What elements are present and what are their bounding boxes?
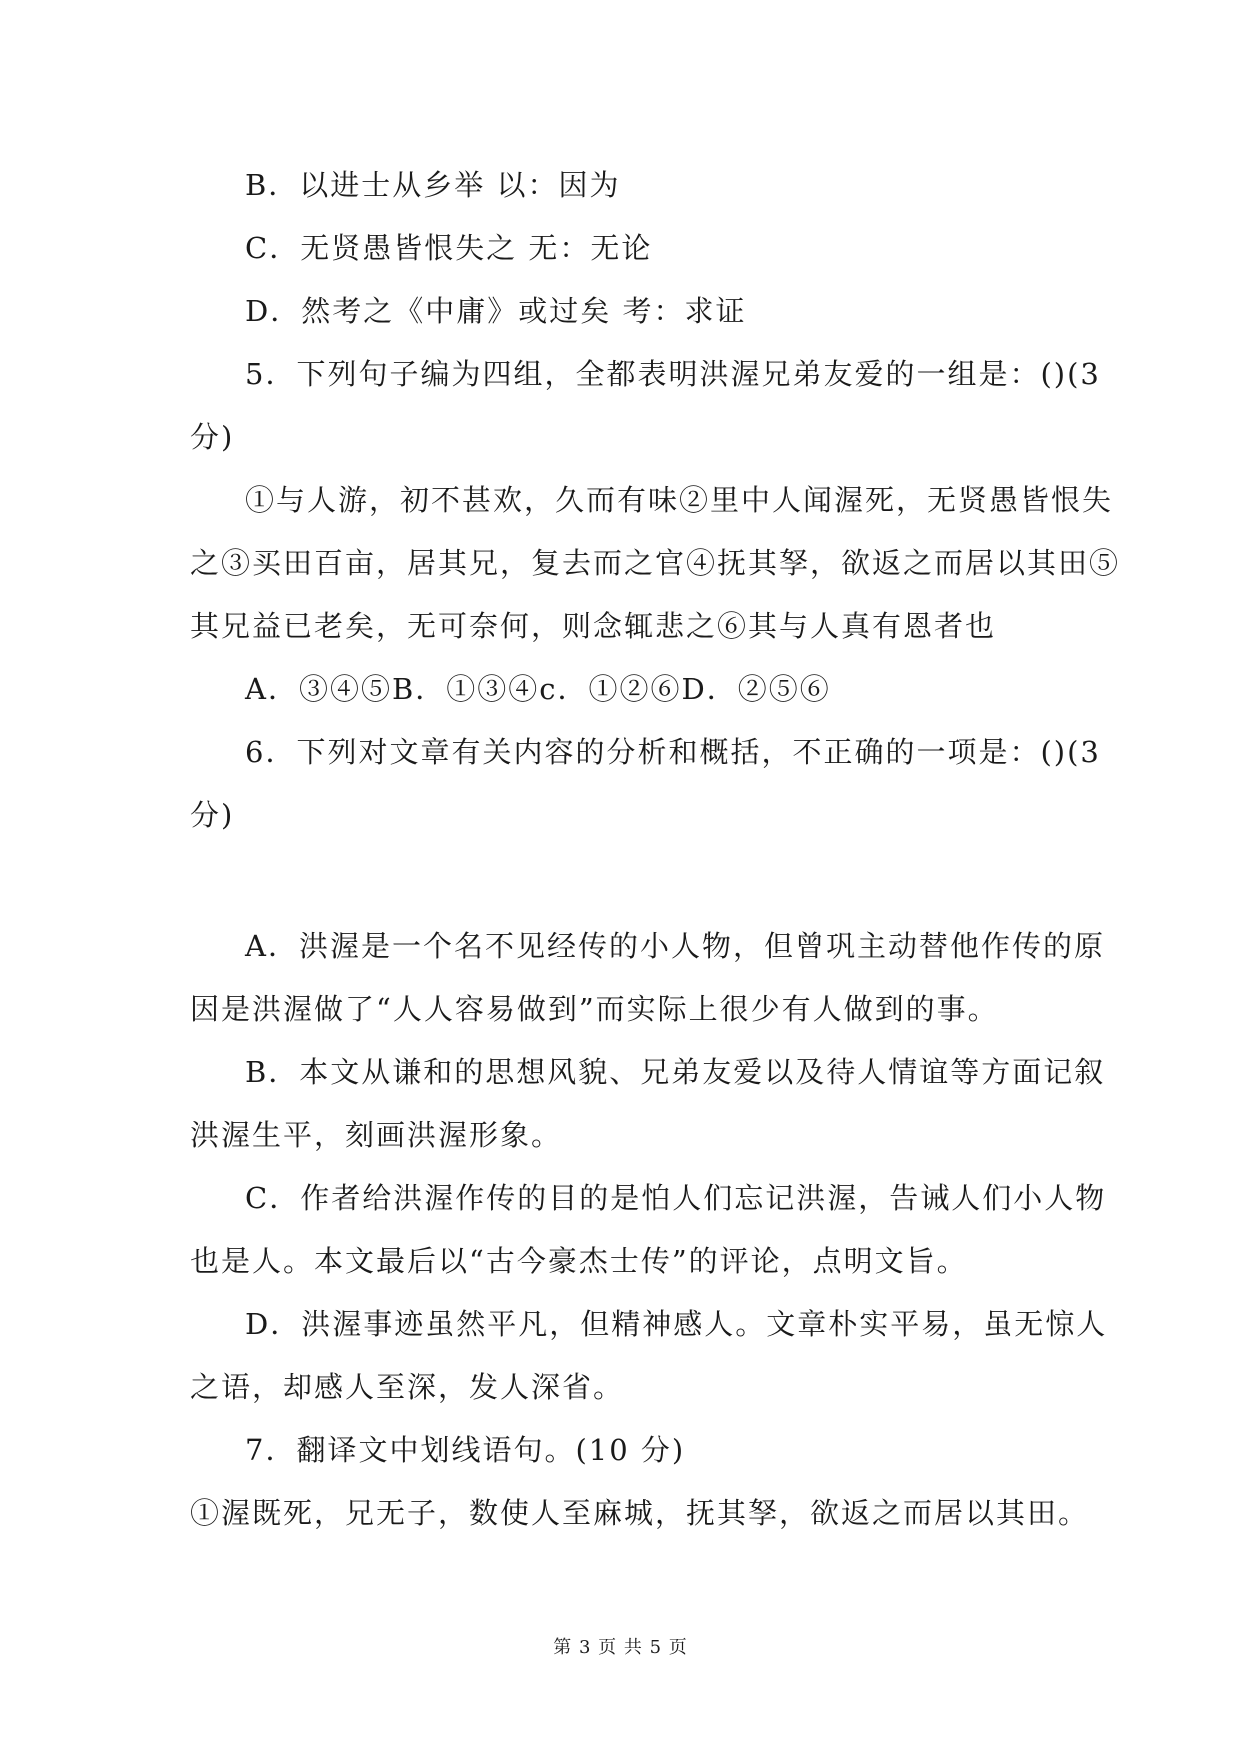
question-6-option-a-2: 因是洪渥做了“人人容易做到”而实际上很少有人做到的事。 — [190, 992, 999, 1026]
question-6-option-c-2: 也是人。本文最后以“古今豪杰士传”的评论，点明文旨。 — [190, 1244, 968, 1278]
question-5-sentences-3: 其兄益已老矣，无可奈何，则念辄悲之⑥其与人真有恩者也 — [190, 609, 997, 643]
question-6-option-d-1: D．洪渥事迹虽然平凡，但精神感人。文章朴实平易，虽无惊人 — [245, 1307, 1108, 1341]
question-7-item-1: ①渥既死，兄无子，数使人至麻城，抚其孥，欲返之而居以其田。 — [190, 1496, 1090, 1530]
question-5-line: 5．下列句子编为四组，全都表明洪渥兄弟友爱的一组是：()(3 — [245, 357, 1101, 391]
page-footer: 第 3 页 共 5 页 — [553, 1637, 688, 1658]
question-6-option-c-1: C．作者给洪渥作传的目的是怕人们忘记洪渥，告诫人们小人物 — [245, 1181, 1107, 1215]
option-d-line: D．然考之《中庸》或过矣 考：求证 — [245, 294, 747, 328]
option-b-line: B．以进士从乡举 以：因为 — [245, 168, 621, 202]
question-7-line: 7．翻译文中划线语句。(10 分) — [245, 1433, 686, 1467]
question-6-option-a-1: A．洪渥是一个名不见经传的小人物，但曾巩主动替他作传的原 — [245, 929, 1105, 963]
question-6-option-d-2: 之语，却感人至深，发人深省。 — [190, 1370, 625, 1404]
question-5-options: A．③④⑤B．①③④c．①②⑥D．②⑤⑥ — [245, 672, 831, 706]
option-c-line: C．无贤愚皆恨失之 无：无论 — [245, 231, 653, 265]
question-6-score: 分) — [190, 798, 235, 832]
question-6-option-b-2: 洪渥生平，刻画洪渥形象。 — [190, 1118, 563, 1152]
question-6-line: 6．下列对文章有关内容的分析和概括，不正确的一项是：()(3 — [245, 735, 1101, 769]
question-5-score: 分) — [190, 420, 235, 454]
question-5-sentences-2: 之③买田百亩，居其兄，复去而之官④抚其孥，欲返之而居以其田⑤ — [190, 546, 1121, 580]
question-6-option-b-1: B．本文从谦和的思想风貌、兄弟友爱以及待人情谊等方面记叙 — [245, 1055, 1106, 1089]
question-5-sentences-1: ①与人游，初不甚欢，久而有味②里中人闻渥死，无贤愚皆恨失 — [245, 483, 1114, 517]
